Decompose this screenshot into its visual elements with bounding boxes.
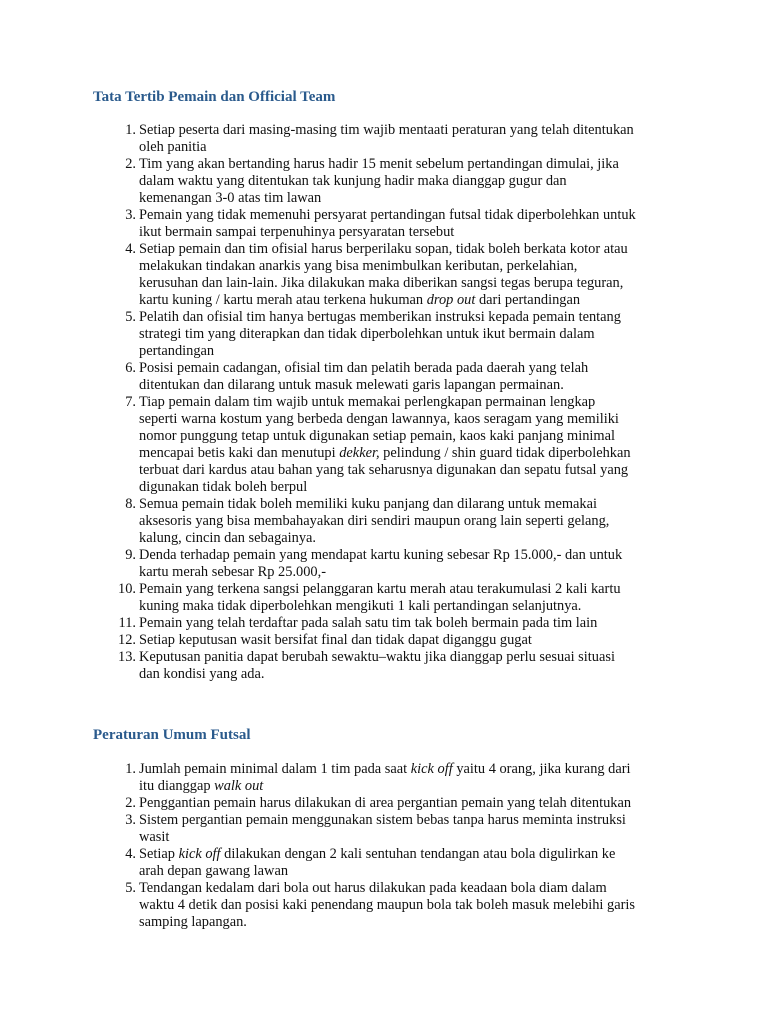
list-item-number: 13. xyxy=(118,649,136,665)
list-item-text xyxy=(139,122,679,156)
text-line: Semua pemain tidak boleh memiliki kuku panjang dan dilarang untuk memakai xyxy=(139,496,597,512)
text-line: Pemain yang telah terdaftar pada salah satu tim tak boleh bermain pada tim lain xyxy=(139,615,598,631)
text-line: Tendangan kedalam dari bola out harus dilakukan pada keadaan bola diam dalam xyxy=(139,880,607,896)
text-line: oleh panitia xyxy=(139,139,207,155)
text-line xyxy=(139,292,679,309)
text-segment: itu dianggap xyxy=(139,778,215,794)
list-item-text xyxy=(139,394,679,496)
peraturan-umum-list xyxy=(0,761,768,931)
text-line: kartu merah sebesar Rp 25.000,- xyxy=(139,564,327,580)
text-line: melakukan tindakan anarkis yang bisa menimbulkan keributan, perkelahian, xyxy=(139,258,578,274)
text-line: Posisi pemain cadangan, ofisial tim dan pelatih berada pada daerah yang telah xyxy=(139,360,589,376)
list-item-text xyxy=(139,795,679,812)
list-item-number: 1. xyxy=(125,122,136,138)
list-item-text xyxy=(139,812,679,846)
list-item-text xyxy=(139,649,679,683)
text-line xyxy=(139,761,679,778)
list-item-number: 10. xyxy=(118,581,136,597)
text-line: samping lapangan. xyxy=(139,914,247,930)
list-item xyxy=(0,761,768,795)
emphasis-term: kick off xyxy=(178,846,221,862)
text-line: Setiap peserta dari masing-masing tim wajib mentaati peraturan yang telah ditentukan xyxy=(139,122,634,138)
text-segment: mencapai betis kaki dan menutupi xyxy=(139,445,340,461)
text-line: Keputusan panitia dapat berubah sewaktu–waktu jika dianggap perlu sesuai situasi xyxy=(139,649,615,665)
list-item-number: 8. xyxy=(125,496,136,512)
section-title-peraturan-umum: Peraturan Umum Futsal xyxy=(93,727,251,743)
section-title-tata-tertib: Tata Tertib Pemain dan Official Team xyxy=(93,89,336,105)
list-item xyxy=(0,795,768,812)
list-item xyxy=(0,632,768,649)
text-line: wasit xyxy=(139,829,170,845)
text-line: pertandingan xyxy=(139,343,215,359)
text-line xyxy=(139,778,679,795)
list-item-text xyxy=(139,496,679,547)
list-item xyxy=(0,615,768,632)
list-item-number: 2. xyxy=(125,156,136,172)
text-line: kerusuhan dan lain-lain. Jika dilakukan maka diberikan sangsi tegas berupa teguran, xyxy=(139,275,624,291)
text-line: seperti warna kostum yang berbeda dengan lawannya, kaos seragam yang memiliki xyxy=(139,411,619,427)
text-segment: Setiap xyxy=(139,846,179,862)
emphasis-term: kick off xyxy=(410,761,453,777)
list-item-text xyxy=(139,241,679,309)
list-item xyxy=(0,122,768,156)
text-line: Sistem pergantian pemain menggunakan sistem bebas tanpa harus meminta instruksi xyxy=(139,812,626,828)
text-line: strategi tim yang diterapkan dan tidak diperbolehkan untuk ikut bermain dalam xyxy=(139,326,595,342)
text-segment: Jumlah pemain minimal dalam 1 tim pada saat xyxy=(139,761,411,777)
text-segment: pelindung / shin guard tidak diperbolehkan xyxy=(379,445,631,461)
list-item xyxy=(0,649,768,683)
text-line: terbuat dari kardus atau bahan yang tak seharusnya digunakan dan sepatu futsal yang xyxy=(139,462,629,478)
list-item-text xyxy=(139,207,679,241)
list-item xyxy=(0,812,768,846)
list-item-text xyxy=(139,547,679,581)
text-line: Tim yang akan bertanding harus hadir 15 menit sebelum pertandingan dimulai, jika xyxy=(139,156,619,172)
text-segment: dari pertandingan xyxy=(475,292,581,308)
text-line: arah depan gawang lawan xyxy=(139,863,289,879)
text-line: ikut bermain sampai terpenuhinya persyaratan tersebut xyxy=(139,224,455,240)
text-line: nomor punggung tetap untuk digunakan setiap pemain, kaos kaki panjang minimal xyxy=(139,428,615,444)
list-item-text xyxy=(139,846,679,880)
list-item xyxy=(0,241,768,309)
text-line: Setiap pemain dan tim ofisial harus berperilaku sopan, tidak boleh berkata kotor atau xyxy=(139,241,628,257)
text-line: Denda terhadap pemain yang mendapat kartu kuning sebesar Rp 15.000,- dan untuk xyxy=(139,547,623,563)
list-item-number: 9. xyxy=(125,547,136,563)
emphasis-term: drop out xyxy=(426,292,476,308)
list-item xyxy=(0,846,768,880)
text-line: Pemain yang tidak memenuhi persyarat pertandingan futsal tidak diperbolehkan untuk xyxy=(139,207,636,223)
text-segment: kartu kuning / kartu merah atau terkena hukuman xyxy=(139,292,427,308)
list-item-number: 12. xyxy=(118,632,136,648)
list-item-number: 2. xyxy=(125,795,136,811)
list-item-number: 4. xyxy=(125,846,136,862)
list-item xyxy=(0,360,768,394)
list-item-text xyxy=(139,309,679,360)
list-item xyxy=(0,547,768,581)
list-item xyxy=(0,156,768,207)
list-item xyxy=(0,581,768,615)
text-segment: dilakukan dengan 2 kali sentuhan tendangan atau bola digulirkan ke xyxy=(220,846,616,862)
list-item xyxy=(0,207,768,241)
text-line: Penggantian pemain harus dilakukan di area pergantian pemain yang telah ditentukan xyxy=(139,795,632,811)
text-line: ditentukan dan dilarang untuk masuk melewati garis lapangan permainan. xyxy=(139,377,564,393)
list-item-number: 7. xyxy=(125,394,136,410)
list-item-number: 5. xyxy=(125,309,136,325)
text-line: dan kondisi yang ada. xyxy=(139,666,265,682)
list-item-text xyxy=(139,632,679,649)
text-line: waktu 4 detik dan posisi kaki penendang maupun bola tak boleh masuk melebihi garis xyxy=(139,897,635,913)
list-item xyxy=(0,496,768,547)
text-line: digunakan tidak boleh berpul xyxy=(139,479,308,495)
text-line: aksesoris yang bisa membahayakan diri sendiri maupun orang lain seperti gelang, xyxy=(139,513,610,529)
list-item-text xyxy=(139,581,679,615)
text-line: Pelatih dan ofisial tim hanya bertugas memberikan instruksi kepada pemain tentang xyxy=(139,309,621,325)
text-line xyxy=(139,846,679,863)
text-line: dalam waktu yang ditentukan tak kunjung hadir maka dianggap gugur dan xyxy=(139,173,567,189)
list-item-text xyxy=(139,880,679,931)
emphasis-term: walk out xyxy=(214,778,264,794)
text-line xyxy=(139,445,679,462)
tata-tertib-list xyxy=(0,122,768,683)
text-segment: yaitu 4 orang, jika kurang dari xyxy=(452,761,631,777)
list-item-number: 5. xyxy=(125,880,136,896)
list-item-number: 6. xyxy=(125,360,136,376)
text-line: Tiap pemain dalam tim wajib untuk memakai perlengkapan permainan lengkap xyxy=(139,394,596,410)
text-line: kalung, cincin dan sebagainya. xyxy=(139,530,317,546)
emphasis-term: dekker, xyxy=(339,445,380,461)
list-item-text xyxy=(139,615,679,632)
list-item-text xyxy=(139,360,679,394)
list-item-number: 11. xyxy=(118,615,136,631)
list-item xyxy=(0,880,768,931)
list-item-text xyxy=(139,761,679,795)
text-line: Pemain yang terkena sangsi pelanggaran kartu merah atau terakumulasi 2 kali kartu xyxy=(139,581,621,597)
list-item-number: 3. xyxy=(125,812,136,828)
text-line: kuning maka tidak diperbolehkan mengikuti 1 kali pertandingan selanjutnya. xyxy=(139,598,582,614)
list-item xyxy=(0,309,768,360)
list-item-number: 4. xyxy=(125,241,136,257)
text-line: kemenangan 3-0 atas tim lawan xyxy=(139,190,322,206)
list-item-number: 1. xyxy=(125,761,136,777)
list-item xyxy=(0,394,768,496)
list-item-number: 3. xyxy=(125,207,136,223)
text-line: Setiap keputusan wasit bersifat final dan tidak dapat diganggu gugat xyxy=(139,632,532,648)
list-item-text xyxy=(139,156,679,207)
